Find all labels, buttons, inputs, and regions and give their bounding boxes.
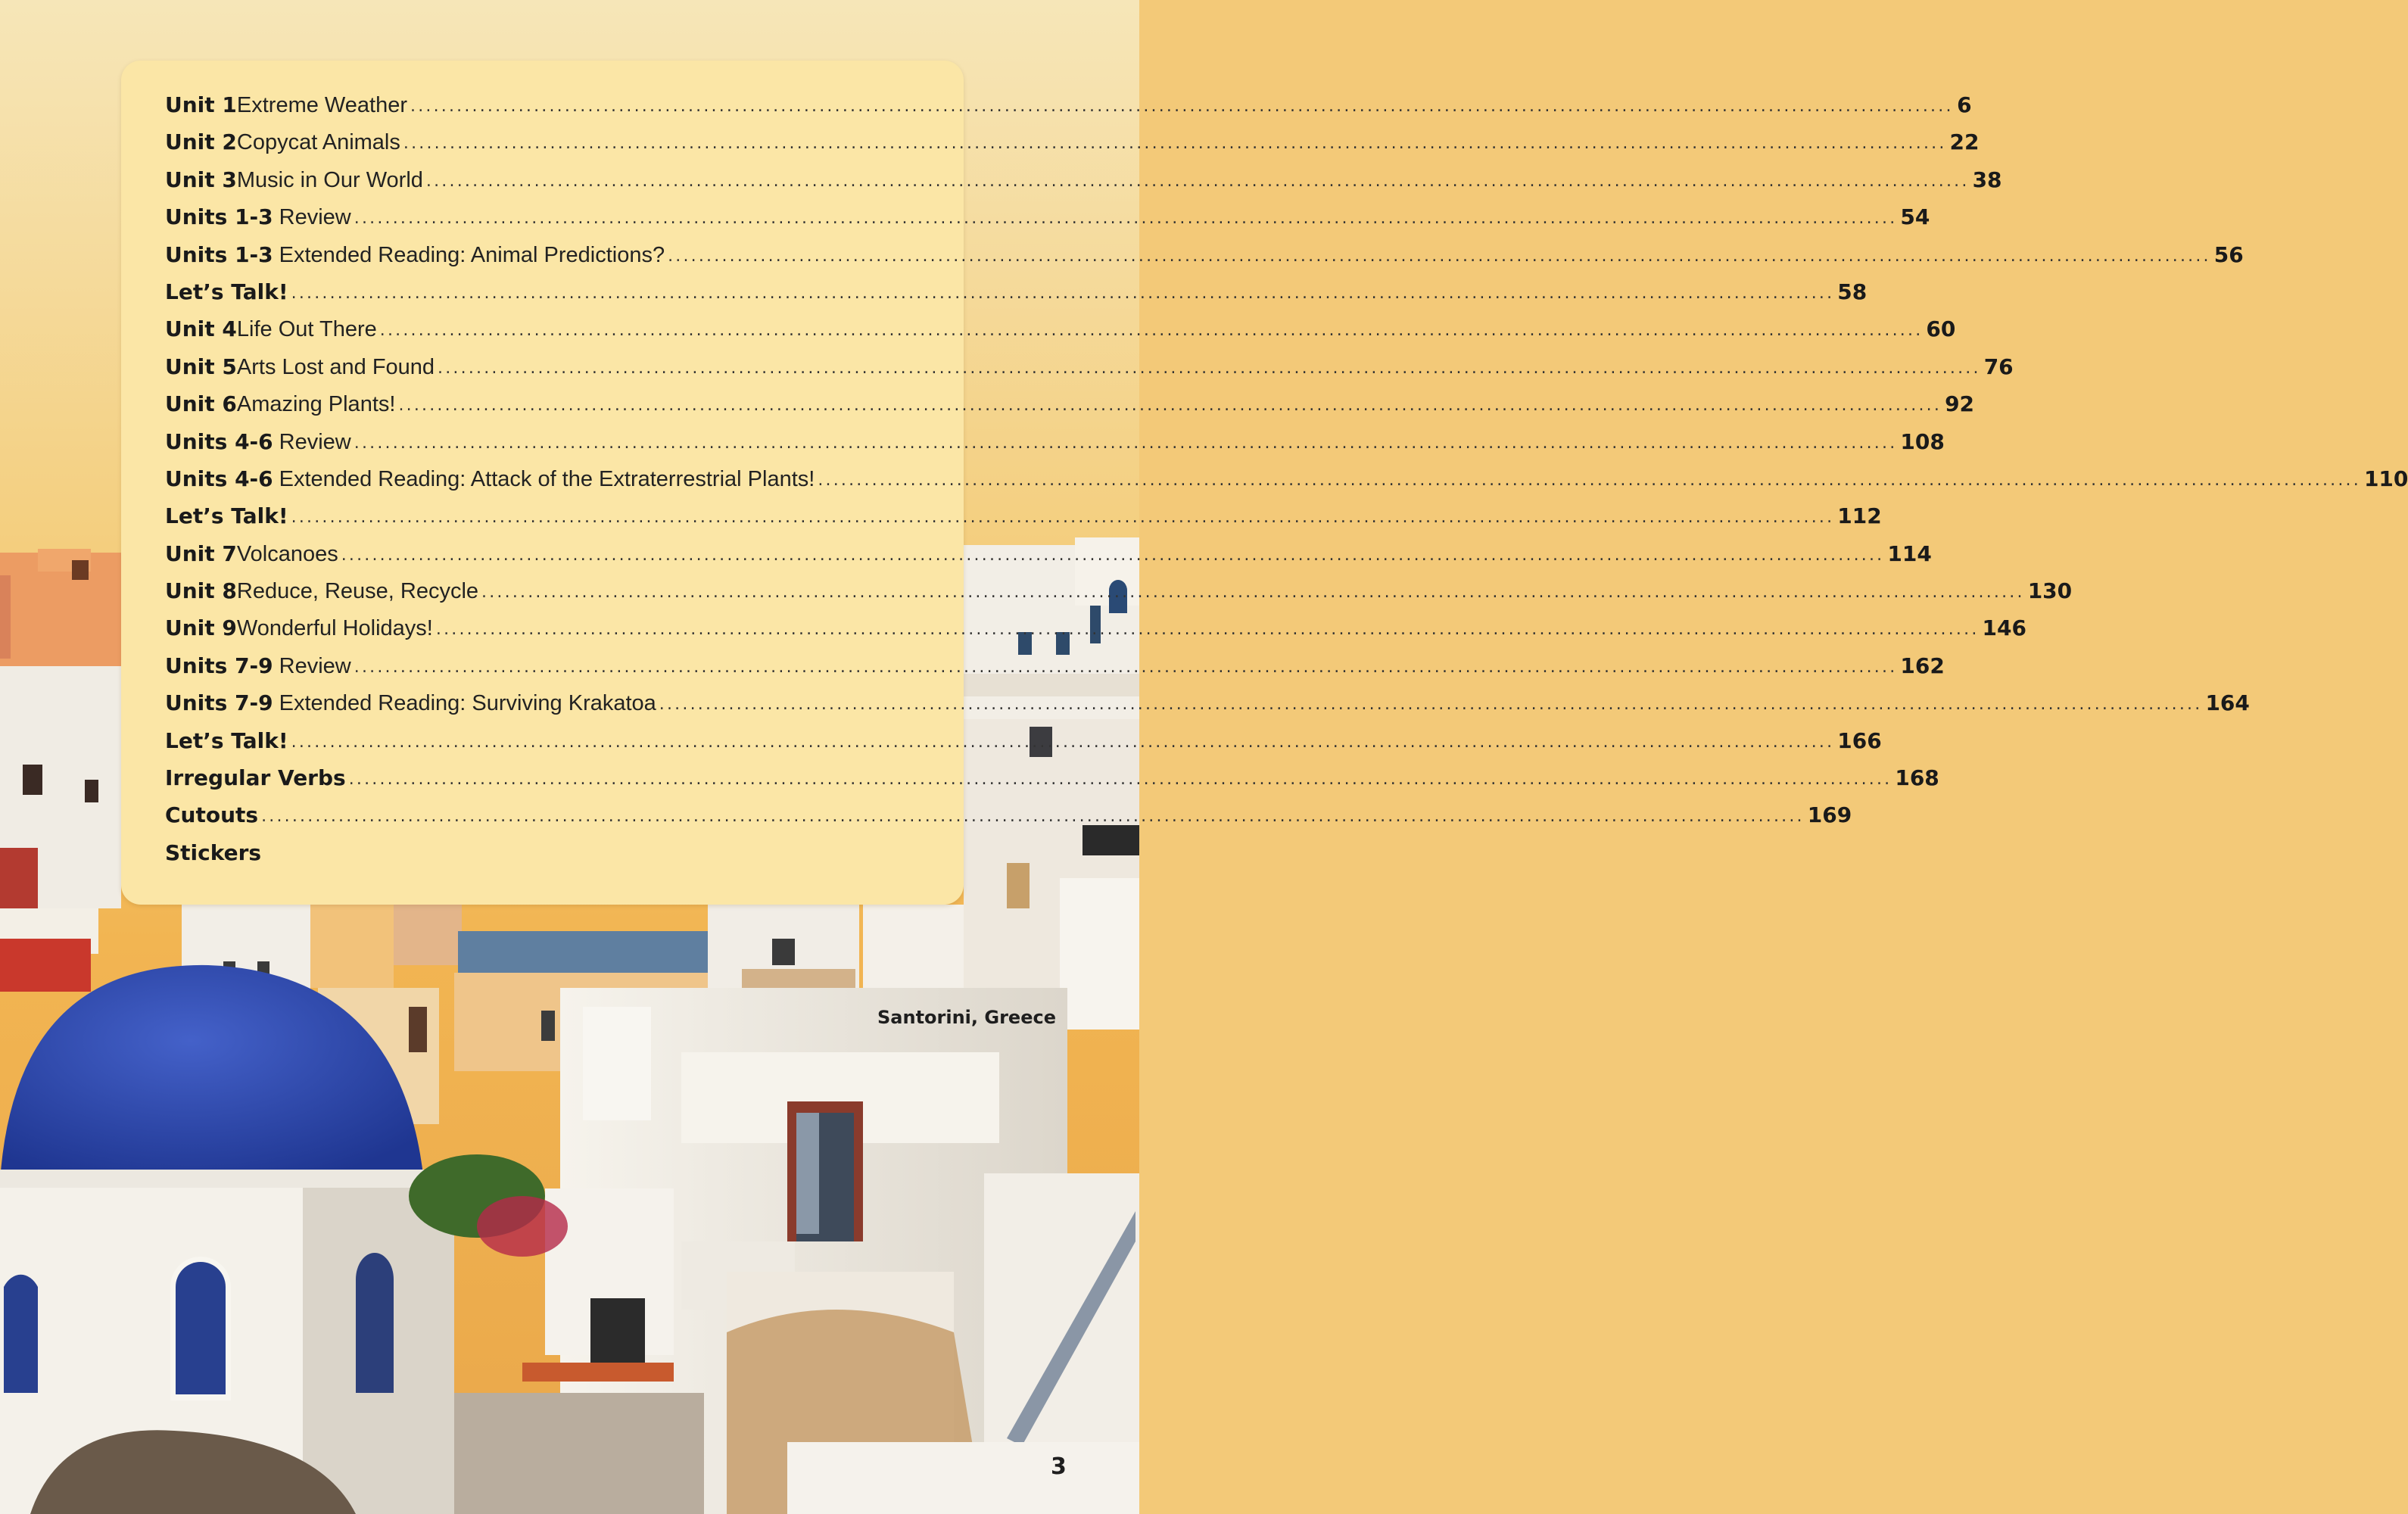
toc-entry-page: 110 [2363, 466, 2408, 491]
dot-leader: ........................................................................................................................................................................................................ [341, 545, 1885, 565]
toc-entry-page: 114 [1887, 540, 1932, 566]
dot-leader: ........................................................................................................................................................................................................ [403, 134, 1947, 154]
toc-entry-page: 56 [2213, 241, 2244, 267]
dot-leader: ........................................................................................................................................................................................................ [668, 246, 2211, 266]
dot-leader: ........................................................................................................................................................................................................ [354, 209, 1898, 229]
toc-entry-page: 164 [2205, 690, 2250, 716]
photo-caption: Santorini, Greece [877, 1007, 1056, 1028]
toc-entry-label: Units 1-3 [165, 204, 273, 230]
toc-entry-page: 22 [1949, 129, 1980, 155]
toc-entry[interactable] [165, 92, 1972, 129]
toc-entry-label: Cutouts [165, 802, 259, 828]
toc-entry[interactable] [165, 503, 1882, 540]
toc-entry-page: 76 [1983, 354, 2014, 379]
contents-panel [121, 61, 2408, 905]
dot-leader: ........................................................................................................................................................................................................ [398, 396, 1942, 416]
toc-entry-page: 169 [1807, 802, 1852, 828]
dot-leader: ........................................................................................................................................................................................................ [291, 283, 1835, 303]
dot-leader: ........................................................................................................................................................................................................ [291, 732, 1835, 752]
dot-leader: ........................................................................................................................................................................................................ [354, 433, 1898, 453]
dot-leader: ........................................................................................................................................................................................................ [481, 583, 2025, 603]
toc-entry[interactable] [165, 428, 1945, 466]
toc-entry-page: 130 [2027, 578, 2073, 604]
toc-entry-title: Extreme Weather [236, 93, 407, 117]
toc-entry-page: 162 [1900, 653, 1945, 678]
toc-entry-title: Music in Our World [236, 167, 423, 192]
toc-entry-label: Units 7-9 [165, 653, 273, 678]
toc-entry[interactable] [165, 241, 2244, 279]
toc-entry-label: Unit 2 [165, 129, 237, 155]
toc-entry-label: Unit 9 [165, 615, 237, 641]
toc-entry-label: Let’s Talk! [165, 279, 288, 304]
toc-entry[interactable] [165, 466, 2408, 503]
contents-list [165, 92, 2408, 877]
toc-entry-page: 108 [1900, 428, 1945, 454]
page-number: 3 [1051, 1453, 1067, 1480]
toc-entry[interactable] [165, 765, 1939, 802]
toc-entry-title: Extended Reading: Animal Predictions? [279, 242, 665, 267]
toc-entry[interactable] [165, 840, 957, 877]
toc-entry[interactable] [165, 690, 2250, 727]
toc-entry-label: Unit 4 [165, 316, 237, 342]
dot-leader: ........................................................................................................................................................................................................ [410, 97, 1954, 116]
toc-entry-page: 60 [1926, 316, 1956, 342]
toc-entry-title: Review [279, 429, 351, 454]
toc-entry[interactable] [165, 615, 2026, 653]
toc-entry[interactable] [165, 391, 1975, 428]
toc-entry-label: Unit 3 [165, 167, 237, 192]
toc-entry-title: Review [279, 205, 351, 230]
toc-entry-label: Units 7-9 [165, 690, 273, 716]
toc-entry-label: Unit 6 [165, 391, 237, 417]
dot-leader: ........................................................................................................................................................................................................ [818, 470, 2361, 490]
toc-entry-title: Reduce, Reuse, Recycle [236, 579, 479, 604]
toc-entry-title: Life Out There [236, 317, 377, 342]
toc-entry-title: Copycat Animals [236, 130, 400, 155]
toc-entry-page: 112 [1837, 503, 1882, 529]
dot-leader: ........................................................................................................................................................................................................ [438, 358, 1981, 378]
toc-entry-page: 166 [1837, 727, 1882, 753]
toc-entry-page: 54 [1900, 204, 1930, 230]
dot-leader: ........................................................................................................................................................................................................ [348, 770, 1892, 790]
toc-entry-label: Unit 5 [165, 354, 237, 379]
toc-entry[interactable] [165, 279, 1868, 316]
toc-entry-label: Unit 8 [165, 578, 237, 604]
toc-entry-page: 6 [1957, 92, 1972, 117]
toc-entry[interactable] [165, 578, 2073, 615]
toc-entry[interactable] [165, 167, 2002, 204]
dot-leader: ........................................................................................................................................................................................................ [659, 695, 2203, 715]
toc-entry-page: 58 [1837, 279, 1868, 304]
toc-entry-title: Review [279, 653, 351, 678]
toc-entry-title: Extended Reading: Surviving Krakatoa [279, 691, 656, 716]
toc-entry-title: Amazing Plants! [236, 392, 396, 417]
toc-entry-page: 146 [1982, 615, 2026, 641]
toc-entry-label: Stickers [165, 840, 262, 865]
toc-entry[interactable] [165, 653, 1945, 690]
toc-entry-label: Units 4-6 [165, 466, 273, 491]
toc-entry-label: Let’s Talk! [165, 503, 288, 529]
toc-entry[interactable] [165, 204, 1930, 241]
dot-leader: ........................................................................................................................................................................................................ [435, 620, 1980, 640]
toc-entry-title: Arts Lost and Found [236, 354, 435, 379]
toc-entry-label: Unit 1 [165, 92, 237, 117]
toc-entry[interactable] [165, 129, 1980, 167]
toc-entry-label: Units 1-3 [165, 241, 273, 267]
dot-leader: ........................................................................................................................................................................................................ [354, 657, 1898, 677]
toc-entry-label: Units 4-6 [165, 428, 273, 454]
toc-entry[interactable] [165, 727, 1882, 765]
toc-entry-label: Irregular Verbs [165, 765, 346, 791]
toc-entry-page: 38 [1972, 167, 2002, 192]
toc-entry[interactable] [165, 316, 1956, 354]
toc-entry-label: Unit 7 [165, 540, 237, 566]
dot-leader: ........................................................................................................................................................................................................ [379, 321, 1924, 341]
dot-leader: ........................................................................................................................................................................................................ [425, 171, 1970, 191]
toc-entry-title: Wonderful Holidays! [236, 616, 433, 641]
toc-entry-label: Let’s Talk! [165, 727, 288, 753]
toc-entry-page: 92 [1945, 391, 1975, 417]
toc-entry-page: 168 [1895, 765, 1939, 791]
dot-leader: ........................................................................................................................................................................................................ [291, 508, 1835, 528]
toc-entry[interactable] [165, 354, 2014, 391]
toc-entry[interactable] [165, 802, 1852, 840]
dot-leader: ........................................................................................................................................................................................................ [261, 807, 1805, 827]
toc-entry-title: Volcanoes [236, 541, 338, 566]
toc-entry[interactable] [165, 540, 1932, 578]
toc-entry-title: Extended Reading: Attack of the Extraterrestrial Plants! [279, 466, 815, 491]
